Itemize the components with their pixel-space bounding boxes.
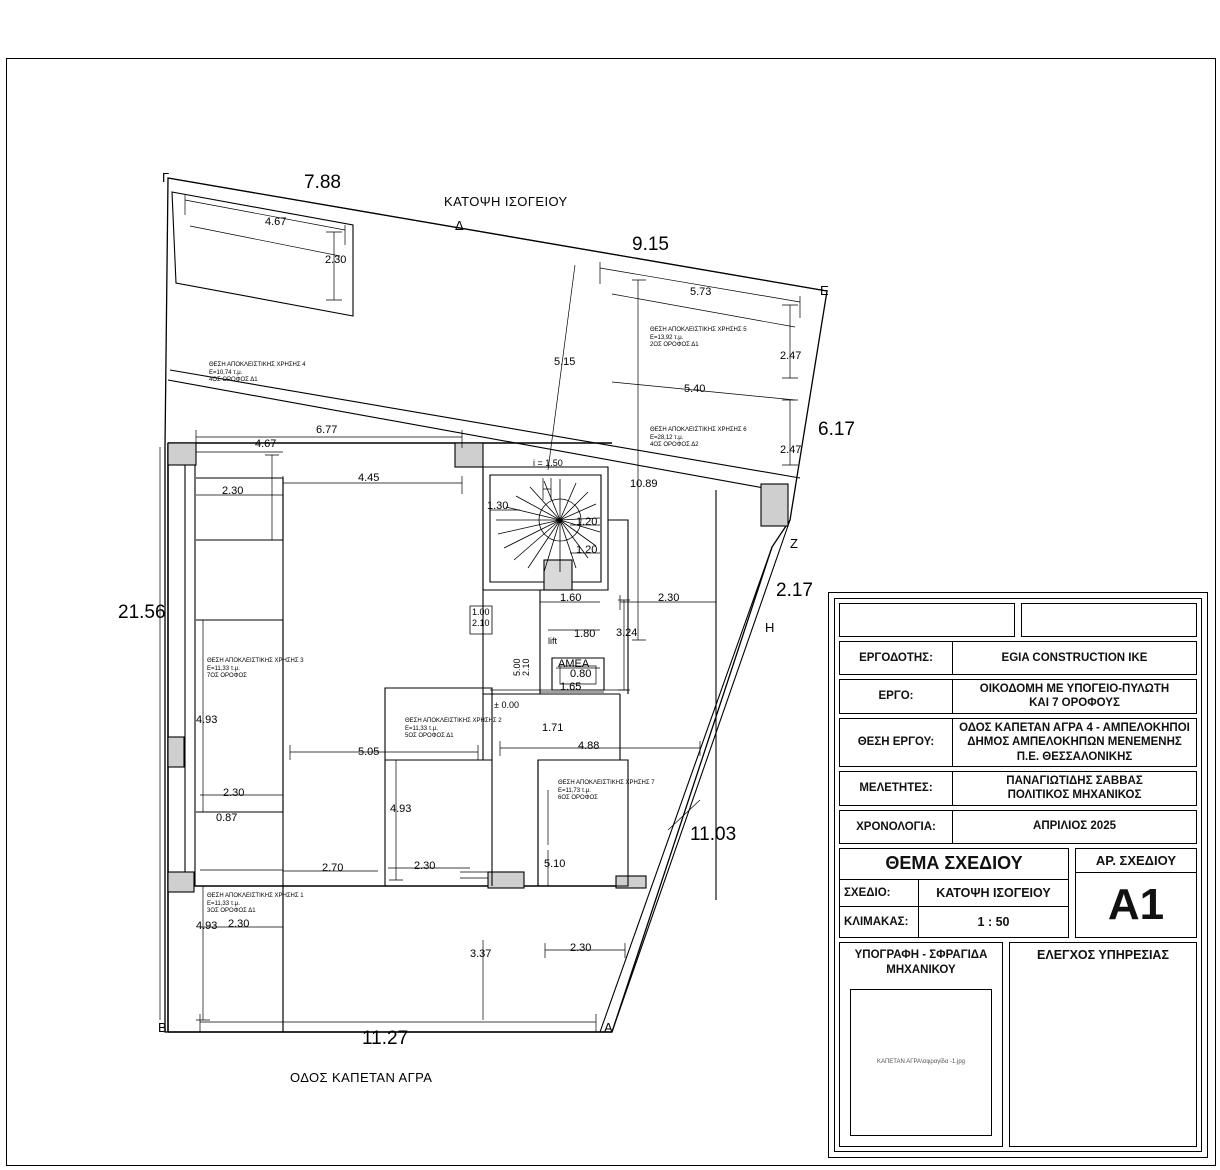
space-note-4: [209, 362, 306, 385]
space-note-line: 2ΟΣ ΟΡΟΦΟΣ Δ1: [650, 342, 699, 348]
titleblock-value-line: ΑΠΡΙΛΙΟΣ 2025: [1033, 820, 1116, 833]
space-note-line: 6ΟΣ ΟΡΟΦΟΣ: [558, 795, 598, 801]
titleblock-row-date: [839, 810, 1197, 844]
dim-value: 5.15: [554, 356, 576, 368]
space-note-line: 7ΟΣ ΟΡΟΦΟΣ: [207, 673, 247, 679]
dim-value: 2.47: [780, 350, 802, 362]
dim-right-upper: 6.17: [818, 419, 855, 440]
dim-value: 5.00: [512, 658, 522, 676]
plan-title: ΚΑΤΟΨΗ ΙΣΟΓΕΙΟΥ: [444, 194, 568, 209]
authority-check-panel: [1009, 942, 1197, 1147]
dim-value: 5.40: [684, 383, 706, 395]
dim-value: 2.30: [325, 254, 347, 266]
space-note-line: ΘΕΣΗ ΑΠΟΚΛΕΙΣΤΙΚΗΣ ΧΡΗΣΗΣ 3: [207, 658, 304, 664]
dim-value: 2.30: [222, 485, 244, 497]
dim-value: 3.37: [470, 948, 492, 960]
titleblock-value-line: EGIA CONSTRUCTION IKE: [1001, 651, 1148, 664]
street-label: ΟΔΟΣ ΚΑΠΕΤΑΝ ΑΓΡΑ: [290, 1070, 433, 1085]
axis-point-zeta: Ζ: [790, 536, 798, 551]
space-note-3: [207, 658, 304, 681]
dim-value: 2.30: [228, 918, 250, 930]
titleblock-value: [953, 642, 1196, 674]
dim-value: 6.77: [316, 424, 338, 436]
titleblock-value: [953, 772, 1196, 805]
titleblock-key: ΕΡΓΟΔΟΤΗΣ:: [840, 642, 953, 674]
dim-value: 1.60: [560, 592, 582, 604]
dim-value: 5.10: [544, 858, 566, 870]
signature-header: [840, 943, 1002, 983]
titleblock-value: [953, 719, 1196, 766]
drawing-name-row: [840, 880, 1068, 907]
dim-value: 2.10: [472, 618, 490, 628]
dim-value: 4.67: [265, 216, 287, 228]
dim-value: 3.24: [616, 627, 638, 639]
scale-key: ΚΛΙΜΑΚΑΣ:: [840, 907, 919, 937]
scale-row: [840, 907, 1068, 937]
space-note-line: ΘΕΣΗ ΑΠΟΚΛΕΙΣΤΙΚΗΣ ΧΡΗΣΗΣ 5: [650, 327, 747, 333]
space-note-line: Ε=13,92 τ.μ.: [650, 334, 684, 341]
dim-value: 4.93: [196, 920, 218, 932]
dim-value: 1.30: [487, 500, 509, 512]
dim-value: 2.30: [658, 592, 680, 604]
logo-box-left: [839, 603, 1015, 637]
space-note-5: [650, 327, 747, 350]
dim-right-lower: 11.03: [690, 824, 737, 845]
space-note-line: ΘΕΣΗ ΑΠΟΚΛΕΙΣΤΙΚΗΣ ΧΡΗΣΗΣ 4: [209, 362, 306, 368]
dim-left: 21.56: [118, 602, 166, 623]
axis-point-delta: Δ: [455, 218, 464, 233]
dim-value: 2.30: [223, 787, 245, 799]
dim-right-mid: 2.17: [776, 580, 813, 601]
titleblock-key: ΘΕΣΗ ΕΡΓΟΥ:: [840, 719, 953, 766]
space-note-line: ΘΕΣΗ ΑΠΟΚΛΕΙΣΤΙΚΗΣ ΧΡΗΣΗΣ 1: [207, 893, 304, 899]
signature-header-line: ΥΠΟΓΡΑΦΗ - ΣΦΡΑΓΙΔΑ: [854, 948, 988, 961]
dim-value: 4.45: [358, 472, 380, 484]
drawing-number-panel: [1075, 848, 1197, 938]
scale-value: 1 : 50: [977, 914, 1010, 929]
titleblock-value-line: ΔΗΜΟΣ ΑΜΠΕΛΟΚΗΠΩΝ ΜΕΝΕΜΕΝΗΣ: [967, 736, 1182, 749]
dim-value: 2.30: [414, 860, 436, 872]
dim-value: 10.89: [630, 478, 658, 490]
lift-label: lift: [548, 636, 557, 646]
space-note-line: Ε=28,12 τ.μ.: [650, 434, 684, 441]
axis-point-alpha: Α: [604, 1020, 613, 1035]
titleblock-value-line: ΚΑΙ 7 ΟΡΟΦΟΥΣ: [1029, 697, 1120, 710]
titleblock-value: [953, 680, 1196, 713]
dim-value: 2.47: [780, 444, 802, 456]
space-note-line: Ε=11,73 τ.μ.: [558, 787, 591, 794]
drawing-name-key: ΣΧΕΔΙΟ:: [840, 880, 919, 906]
axis-point-eta: Η: [765, 620, 775, 635]
drawing-name-value: ΚΑΤΟΨΗ ΙΣΟΓΕΙΟΥ: [936, 885, 1051, 900]
drawing-number-header: ΑΡ. ΣΧΕΔΙΟΥ: [1076, 849, 1196, 873]
titleblock-row-designers: [839, 771, 1197, 806]
signature-image-placeholder: ΚΑΠΕΤΑΝ ΑΓΡΑ\σφραγίδα -1.jpg: [850, 989, 992, 1137]
axis-point-gamma: Γ: [162, 170, 170, 185]
dim-value: 0.87: [216, 812, 238, 824]
titleblock-key: ΧΡΟΝΟΛΟΓΙΑ:: [840, 811, 953, 843]
dim-value: 4.88: [578, 740, 600, 752]
space-note-line: ΘΕΣΗ ΑΠΟΚΛΕΙΣΤΙΚΗΣ ΧΡΗΣΗΣ 2: [405, 718, 502, 724]
title-block: [828, 592, 1208, 1158]
logo-row: [839, 603, 1197, 637]
signature-panel: [839, 942, 1003, 1147]
space-note-line: ΘΕΣΗ ΑΠΟΚΛΕΙΣΤΙΚΗΣ ΧΡΗΣΗΣ 6: [650, 427, 747, 433]
titleblock-value-line: ΠΟΛΙΤΙΚΟΣ ΜΗΧΑΝΙΚΟΣ: [1007, 789, 1142, 802]
dim-value: 2.30: [570, 942, 592, 954]
titleblock-row-location: [839, 718, 1197, 767]
dim-value: 4.93: [196, 714, 218, 726]
drawing-number-value: A1: [1107, 879, 1165, 929]
space-note-line: Ε=10,74 τ.μ.: [209, 369, 243, 376]
titleblock-value: [953, 811, 1196, 843]
titleblock-key: ΜΕΛΕΤΗΤΕΣ:: [840, 772, 953, 805]
space-note-2: [405, 718, 502, 741]
dim-top-left: 7.88: [304, 172, 341, 193]
dim-bottom: 11.27: [362, 1028, 409, 1049]
space-note-line: ΘΕΣΗ ΑΠΟΚΛΕΙΣΤΙΚΗΣ ΧΡΗΣΗΣ 7: [558, 780, 655, 786]
dim-value: 0.80: [570, 668, 592, 680]
drawing-subject-header: ΘΕΜΑ ΣΧΕΔΙΟΥ: [840, 849, 1068, 880]
amea-label: ΑΜΕΑ: [558, 658, 590, 670]
authority-check-header: ΕΛΕΓΧΟΣ ΥΠΗΡΕΣΙΑΣ: [1037, 947, 1169, 962]
dim-value: 1.80: [574, 628, 596, 640]
dim-top-right: 9.15: [632, 234, 669, 255]
dim-value: 4.67: [255, 438, 277, 450]
titleblock-row-client: [839, 641, 1197, 675]
space-note-line: 3ΟΣ ΟΡΟΦΟΣ Δ1: [207, 908, 256, 914]
axis-point-epsilon: Ε: [820, 283, 829, 298]
dim-value: 2.70: [322, 862, 344, 874]
space-note-line: 4ΟΣ ΟΡΟΦΟΣ Δ2: [650, 442, 699, 448]
axis-point-beta: Β: [158, 1020, 167, 1035]
space-note-line: Ε=11,33 τ.μ.: [405, 725, 438, 732]
dim-value: 5.05: [358, 746, 380, 758]
level-note: ± 0.00: [494, 700, 519, 710]
dim-value: 2.10: [521, 658, 531, 676]
dim-value: 1.20: [576, 544, 598, 556]
dim-value: 4.93: [390, 803, 412, 815]
titleblock-row-project: [839, 679, 1197, 714]
space-note-6: [650, 427, 747, 450]
space-note-line: 4ΟΣ ΟΡΟΦΟΣ Δ1: [209, 377, 258, 383]
signature-header-line: ΜΗΧΑΝΙΚΟΥ: [886, 963, 956, 976]
titleblock-key: ΕΡΓΟ:: [840, 680, 953, 713]
space-note-1: [207, 893, 304, 916]
space-note-7: [558, 780, 655, 803]
titleblock-value-line: ΟΔΟΣ ΚΑΠΕΤΑΝ ΑΓΡΑ 4 - ΑΜΠΕΛΟΚΗΠΟΙ: [959, 721, 1190, 734]
stair-slope-note: i = 1.50: [533, 458, 563, 468]
space-note-line: Ε=11,33 τ.μ.: [207, 900, 240, 907]
drawing-subject-panel: [839, 848, 1069, 938]
space-note-line: 5ΟΣ ΟΡΟΦΟΣ Δ1: [405, 733, 454, 739]
titleblock-value-line: Π.Ε. ΘΕΣΣΑΛΟΝΙΚΗΣ: [1016, 750, 1133, 763]
space-note-line: Ε=11,33 τ.μ.: [207, 665, 240, 672]
titleblock-value-line: ΠΑΝΑΓΙΩΤΙΔΗΣ ΣΑΒΒΑΣ: [1006, 774, 1143, 787]
dim-value: 5.73: [690, 286, 712, 298]
dim-value: 1.00: [472, 607, 490, 617]
logo-box-right: [1021, 603, 1197, 637]
dim-value: 1.20: [576, 516, 598, 528]
titleblock-value-line: ΟΙΚΟΔΟΜΗ ΜΕ ΥΠΟΓΕΙΟ-ΠΥΛΩΤΗ: [979, 683, 1170, 695]
dim-value: 1.65: [560, 681, 582, 693]
dim-value: 1.71: [542, 722, 564, 734]
